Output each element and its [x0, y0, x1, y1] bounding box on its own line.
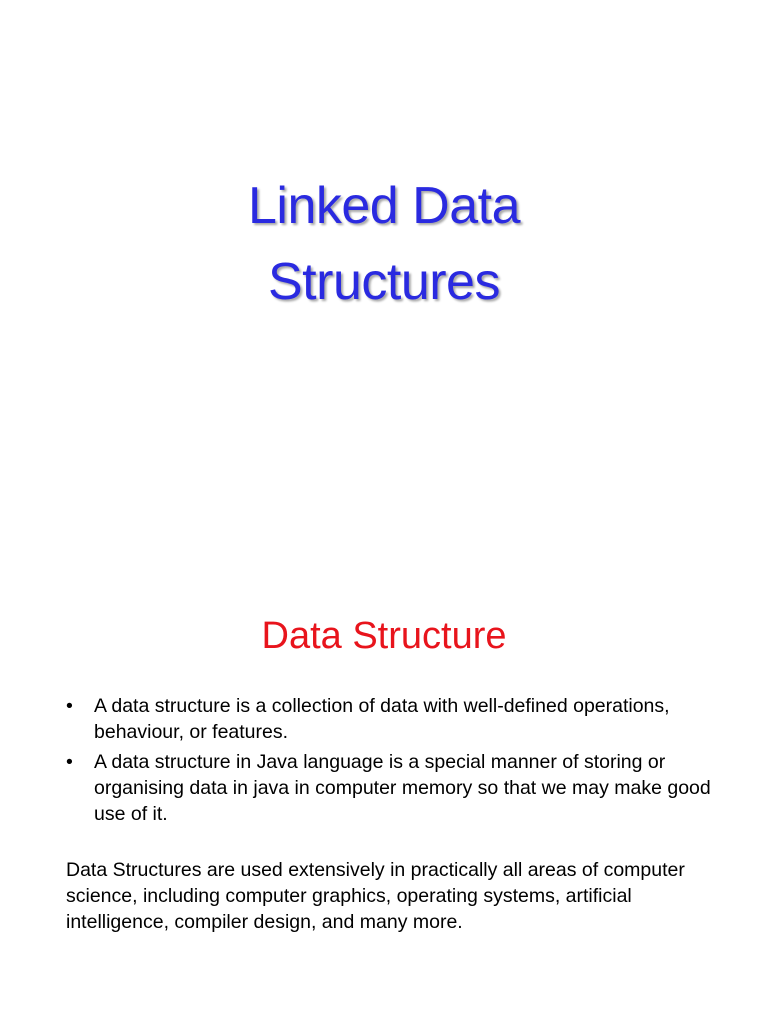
title-line-1: Linked Data: [247, 177, 521, 235]
bullet-text: A data structure in Java language is a special manner of storing or organising data in java in computer memory so that we may make good use of it.: [94, 751, 711, 825]
bullet-text: A data structure is a collection of data with well-defined operations, behaviour, or features.: [94, 695, 670, 743]
bullet-item: [66, 749, 716, 827]
title-line-2: Structures: [268, 253, 500, 311]
slide-heading: Data Structure: [261, 615, 507, 657]
bullet-icon: •: [66, 695, 73, 717]
bullet-list: [66, 693, 716, 831]
body-paragraph: Data Structures are used extensively in practically all areas of computer science, including computer graphics, operating systems, artificial intelligence, compiler design, and many more.: [66, 859, 685, 933]
bullet-icon: •: [66, 751, 73, 773]
slide-data-structure: [0, 512, 768, 1024]
slide-title-heading: [0, 168, 768, 320]
bullet-item: [66, 693, 716, 745]
